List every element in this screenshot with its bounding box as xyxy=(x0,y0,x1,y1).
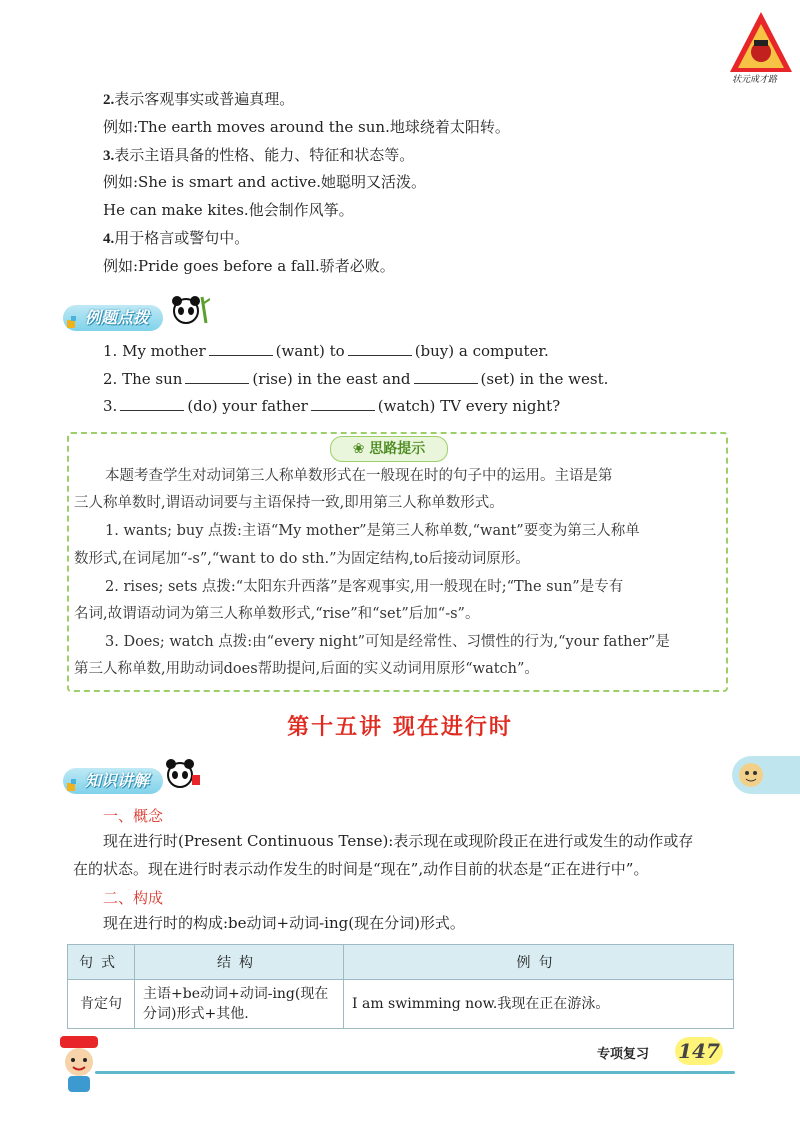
tag-arrow-icon xyxy=(67,783,75,791)
structure-line: 现在进行时的构成:be动词+动词-ing(现在分词)形式。 xyxy=(103,914,465,932)
knowledge-section-tag: 知识讲解 xyxy=(63,768,163,794)
brand-logo-text: 状元成才路 xyxy=(732,75,778,85)
page-number: 147 xyxy=(675,1037,723,1065)
lion-icon: ❀ xyxy=(352,441,370,457)
side-tab xyxy=(732,756,800,794)
answer-blank xyxy=(311,396,375,411)
example-3a: 例如:She is smart and active.她聪明又活泼。 xyxy=(103,173,426,191)
answer-blank xyxy=(414,369,478,384)
concept-line: 现在进行时(Present Continuous Tense):表示现在或现阶段正在进行或发生的动作或存 xyxy=(103,832,694,850)
rule-3: 3.表示主语具备的性格、能力、特征和状态等。 xyxy=(103,146,415,164)
hint-line: 本题考查学生对动词第三人称单数形式在一般现在时的句子中的运用。主语是第 xyxy=(105,468,613,484)
footer-label: 专项复习 xyxy=(597,1047,650,1062)
answer-blank xyxy=(120,396,184,411)
concept-line: 在的状态。现在进行时表示动作发生的时间是“现在”,动作目前的状态是“正在进行中”。 xyxy=(73,860,649,878)
example-2: 例如:The earth moves around the sun.地球绕着太阳转。 xyxy=(103,118,510,136)
boy-mascot-icon xyxy=(52,1034,106,1094)
hint-line: 1. wants; buy 点拨:主语“My mother”是第三人称单数,“want”要变为第三人称单 xyxy=(105,523,640,539)
answer-blank xyxy=(185,369,249,384)
hint-line: 名词,故谓语动词为第三人称单数形式,“rise”和“set”后加“-s”。 xyxy=(74,606,480,622)
question-2: 2. The sun (rise) in the east and (set) in the west. xyxy=(103,370,609,388)
answer-blank xyxy=(209,341,273,356)
example-4: 例如:Pride goes before a fall.骄者必败。 xyxy=(103,257,395,275)
tag-arrow-icon xyxy=(67,320,75,328)
answer-blank xyxy=(348,341,412,356)
panda-mascot-icon xyxy=(162,755,202,795)
table-header: 例句 xyxy=(344,945,734,980)
concept-heading: 一、概念 xyxy=(103,807,164,825)
table-cell-type: 肯定句 xyxy=(68,980,135,1029)
grammar-table xyxy=(67,944,734,1029)
structure-heading: 二、构成 xyxy=(103,889,164,907)
table-header: 句式 xyxy=(68,945,135,980)
hint-line: 3. Does; watch 点拨:由“every night”可知是经常性、习惯性的行为,“your father”是 xyxy=(105,634,670,650)
table-header: 结构 xyxy=(135,945,344,980)
hint-line: 三人称单数时,谓语动词要与主语保持一致,即用第三人称单数形式。 xyxy=(74,495,504,511)
mascot-face-icon xyxy=(736,760,766,790)
panda-mascot-icon xyxy=(168,293,210,333)
lecture-title: 第十五讲 现在进行时 xyxy=(287,715,513,740)
table-row xyxy=(68,980,734,1029)
footer-line xyxy=(95,1071,735,1074)
hint-line: 第三人称单数,用助动词does帮助提问,后面的实义动词用原形“watch”。 xyxy=(74,661,539,677)
rule-4: 4.用于格言或警句中。 xyxy=(103,229,250,247)
example-3b: He can make kites.他会制作风筝。 xyxy=(103,201,354,219)
question-3: 3. (do) your father (watch) TV every night? xyxy=(103,397,561,415)
hint-title: ❀ 思路提示 xyxy=(330,436,448,462)
table-cell-structure: 主语+be动词+动词-ing(现在 分词)形式+其他. xyxy=(135,980,344,1029)
hint-line: 2. rises; sets 点拨:“太阳东升西落”是客观事实,用一般现在时;“The sun”是专有 xyxy=(105,579,624,595)
hint-line: 数形式,在词尾加“-s”,“want to do sth.”为固定结构,to后接动词原形。 xyxy=(74,551,530,567)
question-1: 1. My mother (want) to (buy) a computer. xyxy=(103,342,549,360)
table-header-row xyxy=(68,945,734,980)
example-section-tag: 例题点拨 xyxy=(63,305,163,331)
table-cell-example: I am swimming now.我现在正在游泳。 xyxy=(344,980,734,1029)
rule-2: 2.表示客观事实或普遍真理。 xyxy=(103,90,295,108)
